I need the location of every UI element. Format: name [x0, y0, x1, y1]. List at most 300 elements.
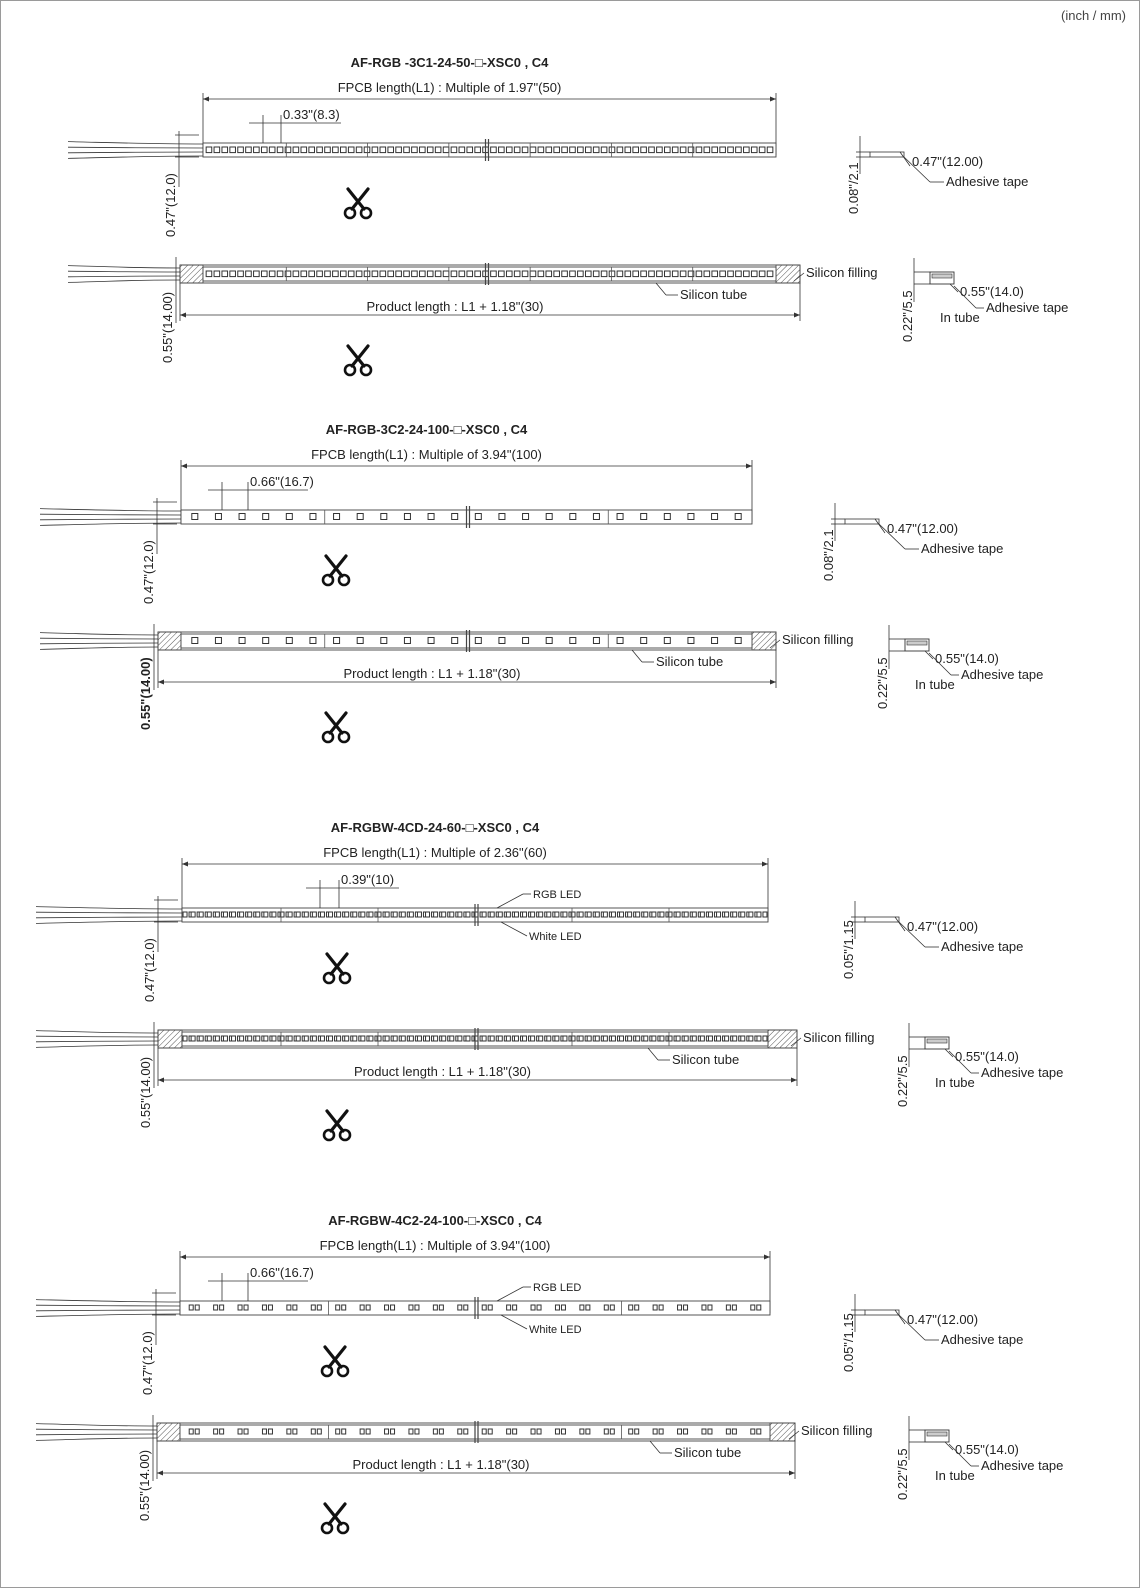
wire: [36, 1300, 180, 1302]
led: [317, 147, 323, 153]
rgb-led: [636, 912, 640, 917]
led: [348, 147, 354, 153]
led: [340, 147, 346, 153]
led: [554, 147, 560, 153]
wire-bundle: [36, 1031, 158, 1048]
height-label-2: 0.55"(14.00): [160, 291, 175, 363]
rgb-led: [692, 1036, 696, 1041]
led: [593, 147, 599, 153]
led: [641, 271, 647, 277]
arrow-head: [794, 313, 800, 318]
led: [357, 514, 363, 520]
fpcb-profile: [907, 641, 927, 645]
rgb-led: [563, 1036, 567, 1041]
led: [192, 638, 198, 644]
led: [546, 638, 552, 644]
rgb-led: [401, 912, 405, 917]
led: [192, 514, 198, 520]
rgb-led: [336, 1305, 340, 1310]
white-led: [195, 1429, 199, 1434]
white-led: [220, 1305, 224, 1310]
led: [601, 271, 607, 277]
in-tube-label: In tube: [940, 310, 980, 325]
led: [736, 271, 742, 277]
rgb-led: [741, 1036, 745, 1041]
rgb-led: [214, 1305, 218, 1310]
rgb-led: [692, 912, 696, 917]
adhesive-label-2: Adhesive tape: [981, 1065, 1064, 1080]
rgb-led: [523, 1036, 527, 1041]
rgb-led: [507, 1429, 511, 1434]
thickness-label-2: 0.22"/5.5: [875, 657, 890, 709]
section-title: AF-RGBW-4C2-24-100-□-XSC0 , C4: [328, 1213, 542, 1228]
wire-bundle: [68, 266, 180, 283]
white-led: [561, 1305, 565, 1310]
rgb-led: [353, 1036, 357, 1041]
led: [617, 147, 623, 153]
led: [388, 271, 394, 277]
rgb-led: [498, 1036, 502, 1041]
led: [530, 147, 536, 153]
arrow-head: [746, 464, 752, 469]
silicon-filling-right: [752, 632, 776, 650]
rgb-led: [482, 1036, 486, 1041]
silicon-filling-right: [776, 265, 800, 283]
led: [514, 271, 520, 277]
scissors-icon: [322, 1347, 348, 1376]
wire: [68, 276, 180, 277]
led: [570, 147, 576, 153]
scissors-handle: [322, 1366, 332, 1376]
cross-section-tube: [900, 258, 1068, 342]
white-led: [684, 1305, 688, 1310]
led: [506, 147, 512, 153]
wire: [40, 647, 158, 649]
scissors-handle: [323, 575, 333, 585]
led: [712, 638, 718, 644]
wire: [36, 1031, 158, 1033]
wire-bundle: [40, 633, 158, 650]
height-label-2: 0.55"(14.00): [138, 657, 153, 730]
fpcb-profile: [927, 1432, 947, 1436]
in-tube-label: In tube: [935, 1468, 975, 1483]
led: [657, 147, 663, 153]
led: [735, 638, 741, 644]
leader-line: [648, 1048, 658, 1060]
white-led: [763, 1036, 767, 1041]
leader-line: [632, 650, 642, 662]
led: [293, 147, 299, 153]
led: [475, 147, 481, 153]
led: [452, 514, 458, 520]
led: [364, 271, 370, 277]
led: [230, 271, 236, 277]
led: [427, 271, 433, 277]
scissors-icon: [345, 189, 371, 218]
white-led: [464, 1429, 468, 1434]
rgb-led: [620, 1036, 624, 1041]
white-led: [268, 1429, 272, 1434]
silicon-tube-label: Silicon tube: [680, 287, 748, 302]
white-led-label: White LED: [529, 1324, 582, 1336]
rgb-led: [751, 1429, 755, 1434]
led: [664, 514, 670, 520]
led: [412, 271, 418, 277]
rgb-led: [434, 912, 438, 917]
wire: [68, 271, 180, 272]
white-led: [513, 1429, 517, 1434]
white-led: [293, 1305, 297, 1310]
white-led: [537, 1305, 541, 1310]
rgb-led: [580, 1429, 584, 1434]
rgb-led: [288, 1036, 292, 1041]
led: [452, 638, 458, 644]
led: [601, 147, 607, 153]
white-led: [732, 1429, 736, 1434]
led: [578, 271, 584, 277]
scissors-handle: [361, 208, 371, 218]
wire: [36, 917, 182, 918]
wire: [40, 519, 181, 520]
rgb-led: [304, 1036, 308, 1041]
led: [467, 271, 473, 277]
rgb-led: [757, 1036, 761, 1041]
rgb-led: [531, 1036, 535, 1041]
white-led: [757, 1429, 761, 1434]
arrow-head: [764, 1255, 770, 1260]
led: [206, 147, 212, 153]
led: [570, 514, 576, 520]
rgb-led: [312, 912, 316, 917]
wire: [36, 1310, 180, 1311]
rgb-led: [636, 1036, 640, 1041]
arrow-head: [181, 464, 187, 469]
rgb-led: [183, 1036, 187, 1041]
arrow-head: [770, 680, 776, 685]
wire: [68, 266, 180, 268]
rgb-led: [595, 912, 599, 917]
led: [239, 514, 245, 520]
led: [254, 271, 260, 277]
white-led: [757, 1305, 761, 1310]
rgb-led: [620, 912, 624, 917]
rgb-led: [555, 1305, 559, 1310]
rgb-led: [329, 912, 333, 917]
rgb-led: [199, 912, 203, 917]
white-led: [708, 1305, 712, 1310]
led: [499, 271, 505, 277]
fpcb-profile: [865, 1310, 899, 1315]
rgb-led: [523, 912, 527, 917]
arrow-head: [180, 1255, 186, 1260]
led: [562, 271, 568, 277]
led: [767, 271, 773, 277]
white-led: [439, 1305, 443, 1310]
wire: [36, 907, 182, 909]
adhesive-label-2: Adhesive tape: [981, 1458, 1064, 1473]
rgb-led: [498, 912, 502, 917]
led: [459, 147, 465, 153]
led: [499, 638, 505, 644]
led: [309, 147, 315, 153]
rgb-led: [215, 912, 219, 917]
section-4: [36, 1213, 1063, 1533]
white-led: [439, 1429, 443, 1434]
rgb-led: [329, 1036, 333, 1041]
rgb-led: [653, 1305, 657, 1310]
scissors-icon: [324, 1111, 350, 1140]
white-led: [708, 1429, 712, 1434]
led: [215, 638, 221, 644]
led: [214, 271, 220, 277]
rgb-led: [296, 912, 300, 917]
led: [222, 147, 228, 153]
rgb-led: [189, 1305, 193, 1310]
rgb-led: [199, 1036, 203, 1041]
rgb-led: [555, 912, 559, 917]
rgb-led: [708, 912, 712, 917]
wire: [40, 633, 158, 635]
led: [261, 147, 267, 153]
led: [720, 271, 726, 277]
product-length-label: Product length : L1 + 1.18"(30): [354, 1064, 531, 1079]
wire: [36, 1424, 157, 1426]
pitch-label: 0.39"(10): [341, 872, 395, 887]
scissors-handle: [361, 365, 371, 375]
arrow-head: [158, 680, 164, 685]
silicon-filling-left: [157, 1423, 180, 1441]
rgb-led: [733, 912, 737, 917]
height-label-1: 0.47"(12.0): [140, 1331, 155, 1395]
rgb-led: [725, 1036, 729, 1041]
led: [506, 271, 512, 277]
rgb-led: [514, 912, 518, 917]
rgb-led: [587, 1036, 591, 1041]
wire-bundle: [36, 1424, 157, 1441]
led: [625, 271, 631, 277]
units-label: (inch / mm): [1061, 8, 1126, 23]
rgb-led: [458, 1036, 462, 1041]
rgb-led: [506, 912, 510, 917]
pitch-label: 0.66"(16.7): [250, 474, 314, 489]
rgb-led: [604, 1429, 608, 1434]
scissors-handle: [338, 1366, 348, 1376]
scissors-icon: [323, 713, 349, 742]
silicon-filling-left: [158, 632, 181, 650]
section-title: AF-RGB -3C1-24-50-□-XSC0 , C4: [350, 55, 549, 70]
wire: [36, 1041, 158, 1042]
white-led: [659, 1429, 663, 1434]
scissors-handle: [323, 732, 333, 742]
wire: [40, 638, 158, 639]
led: [412, 147, 418, 153]
rgb-led: [207, 1036, 211, 1041]
rgb-led: [458, 1305, 462, 1310]
scissors-icon: [322, 1504, 348, 1533]
led: [712, 514, 718, 520]
rgb-led: [579, 912, 583, 917]
rgb-led: [531, 1429, 535, 1434]
rgb-led: [547, 1036, 551, 1041]
rgb-led: [466, 1036, 470, 1041]
height-label-2: 0.55"(14.00): [138, 1056, 153, 1128]
led: [238, 147, 244, 153]
led: [538, 271, 544, 277]
rgb-led: [652, 1036, 656, 1041]
pitch-label: 0.33"(8.3): [283, 107, 340, 122]
rgb-led: [653, 1429, 657, 1434]
leader-line: [501, 922, 527, 936]
rgb-led: [717, 1036, 721, 1041]
cross-section-bare: [841, 1294, 1023, 1372]
led: [310, 514, 316, 520]
rgb-led: [644, 912, 648, 917]
white-led: [763, 912, 767, 917]
leader-line: [945, 1442, 953, 1450]
rgb-led: [238, 1305, 242, 1310]
led: [380, 147, 386, 153]
rgb-led: [248, 1036, 252, 1041]
scissors-handle: [324, 1130, 334, 1140]
led: [286, 514, 292, 520]
fpcb-profile: [870, 152, 904, 157]
in-tube-label: In tube: [935, 1075, 975, 1090]
product-length-label: Product length : L1 + 1.18"(30): [343, 666, 521, 681]
rgb-led: [580, 1305, 584, 1310]
white-led: [732, 1305, 736, 1310]
led: [301, 147, 307, 153]
led: [767, 147, 773, 153]
rgb-led: [450, 912, 454, 917]
rgb-led: [628, 1036, 632, 1041]
rgb-led: [458, 1429, 462, 1434]
thickness-label-1: 0.05"/1.15: [841, 1313, 856, 1372]
rgb-led: [426, 1036, 430, 1041]
rgb-led: [287, 1429, 291, 1434]
scissors-icon: [323, 556, 349, 585]
thickness-label-1: 0.05"/1.15: [841, 920, 856, 979]
leader-line: [900, 152, 910, 166]
rgb-led: [385, 912, 389, 917]
rgb-led: [749, 1036, 753, 1041]
scissors-handle: [339, 732, 349, 742]
rgb-led: [189, 1429, 193, 1434]
rgb-led: [708, 1036, 712, 1041]
rgb-led: [272, 912, 276, 917]
led: [712, 147, 718, 153]
led: [688, 514, 694, 520]
wire-bundle: [68, 142, 203, 159]
rgb-led: [361, 1036, 365, 1041]
wire: [36, 1305, 180, 1306]
rgb-led: [264, 912, 268, 917]
led: [428, 514, 434, 520]
rgb-led: [741, 912, 745, 917]
rgb-led: [240, 1036, 244, 1041]
cross-section-bare: [846, 136, 1028, 214]
led: [538, 147, 544, 153]
led: [744, 271, 750, 277]
width-label-2: 0.55"(14.0): [955, 1049, 1019, 1064]
rgb-led: [385, 1429, 389, 1434]
white-led: [342, 1429, 346, 1434]
arrow-head: [158, 1078, 164, 1083]
rgb-led: [611, 912, 615, 917]
silicon-tube-label: Silicon tube: [674, 1445, 742, 1460]
arrow-head: [791, 1078, 797, 1083]
width-label-1: 0.47"(12.00): [912, 154, 984, 169]
led: [459, 271, 465, 277]
leader-line: [895, 1310, 905, 1324]
cross-section-tube: [895, 1416, 1063, 1500]
rgb-led: [312, 1036, 316, 1041]
rgb-led: [678, 1305, 682, 1310]
wire: [68, 147, 203, 148]
fpcb-length-label: FPCB length(L1) : Multiple of 3.94"(100): [319, 1238, 551, 1253]
rgb-led: [507, 1305, 511, 1310]
pitch-label: 0.66"(16.7): [250, 1265, 314, 1280]
adhesive-label-1: Adhesive tape: [921, 541, 1004, 556]
white-led: [586, 1429, 590, 1434]
led: [475, 638, 481, 644]
led: [404, 638, 410, 644]
white-led: [366, 1429, 370, 1434]
rgb-led: [458, 912, 462, 917]
led: [348, 271, 354, 277]
led: [301, 271, 307, 277]
led: [728, 147, 734, 153]
led: [428, 638, 434, 644]
white-led: [415, 1429, 419, 1434]
led: [704, 147, 710, 153]
scissors-handle: [324, 973, 334, 983]
led: [381, 514, 387, 520]
rgb-led: [223, 912, 227, 917]
wire: [40, 643, 158, 644]
led: [593, 514, 599, 520]
width-label-2: 0.55"(14.0): [955, 1442, 1019, 1457]
led-row-fpcb: [183, 904, 767, 926]
rgb-led: [336, 1429, 340, 1434]
rgb-led: [191, 1036, 195, 1041]
led: [751, 147, 757, 153]
rgb-led: [660, 1036, 664, 1041]
rgb-led: [360, 1429, 364, 1434]
led: [704, 271, 710, 277]
led: [578, 147, 584, 153]
white-led: [415, 1305, 419, 1310]
rgb-led: [442, 912, 446, 917]
rgb-led: [264, 1036, 268, 1041]
silicon-filling-left: [158, 1030, 182, 1048]
arrow-head: [770, 97, 776, 102]
led: [475, 514, 481, 520]
white-led: [635, 1429, 639, 1434]
led: [381, 638, 387, 644]
leader-line: [950, 284, 958, 292]
led: [625, 147, 631, 153]
silicon-filling-label: Silicon filling: [806, 265, 878, 280]
fpcb-length-label: FPCB length(L1) : Multiple of 3.94"(100): [311, 447, 542, 462]
led: [688, 638, 694, 644]
led: [570, 638, 576, 644]
white-led: [537, 1429, 541, 1434]
wire-bundle: [36, 907, 182, 924]
wire: [36, 1438, 157, 1440]
rgb-led-label: RGB LED: [533, 1282, 582, 1294]
leader-line: [945, 1049, 953, 1057]
led: [286, 638, 292, 644]
